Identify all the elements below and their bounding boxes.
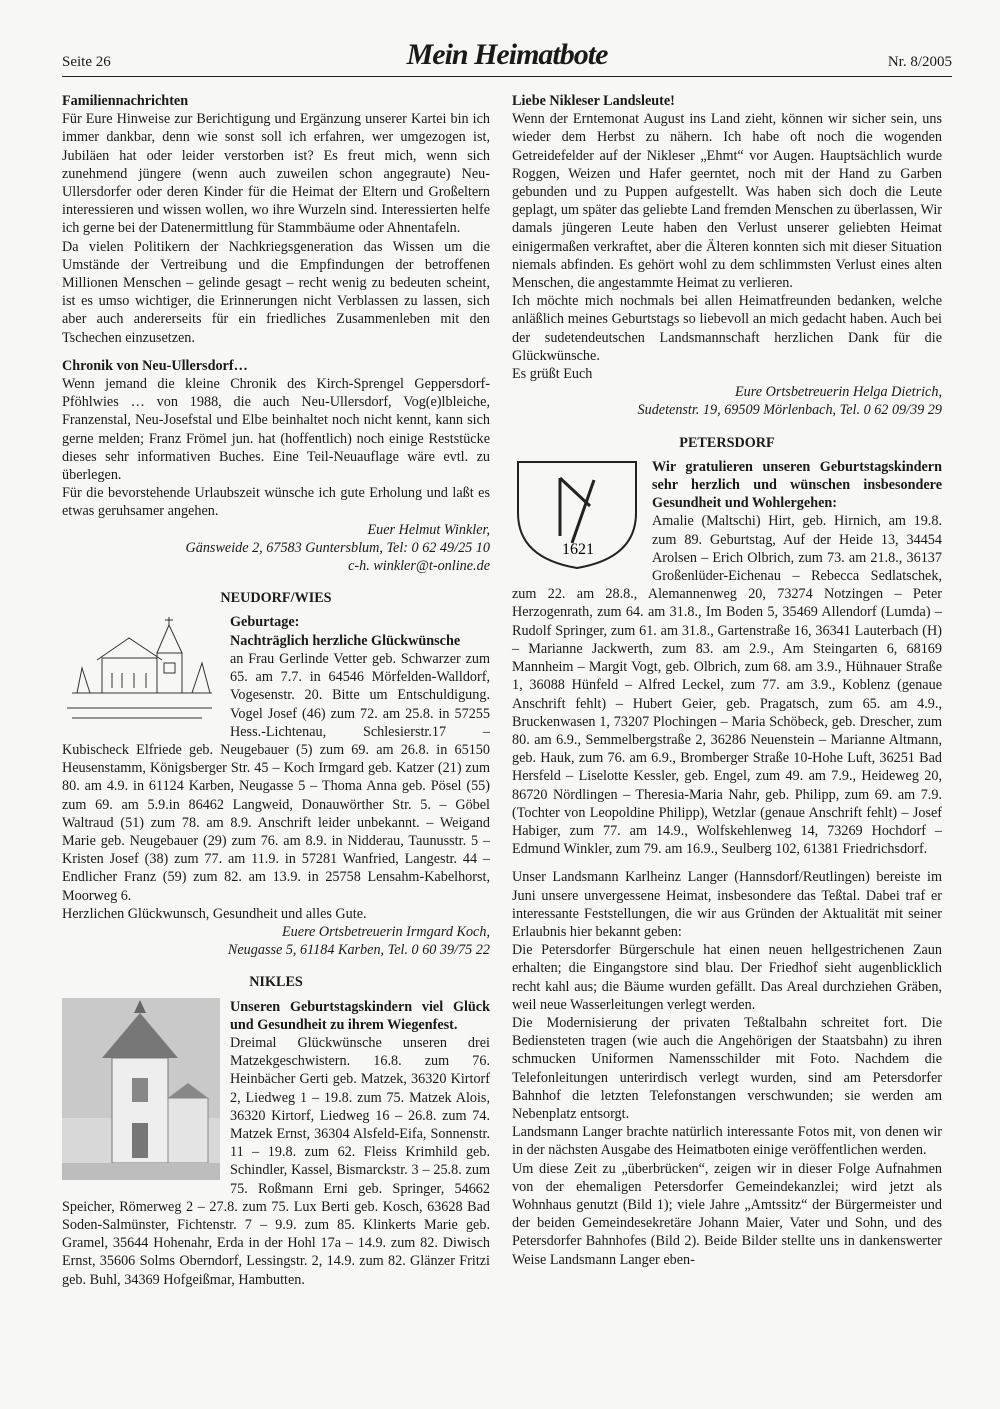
church-photo — [62, 998, 220, 1185]
subheading: Unseren Geburtstagskindern viel Glück und Gesundheit zu ihrem Wiegenfest. — [230, 998, 490, 1033]
signature-address: Neugasse 5, 61184 Karben, Tel. 0 60 39/75 22 — [227, 942, 490, 959]
subheading: Nachträglich herzliche Glückwünsche — [230, 632, 461, 649]
signature-address: Sudetenstr. 19, 69509 Mörlenbach, Tel. 0 62 09/39 29 — [637, 402, 942, 419]
section-title: Chronik von Neu-Ullersdorf… — [62, 357, 248, 374]
page-number: Seite 26 — [62, 54, 111, 70]
section-title: Liebe Nikleser Landsleute! — [512, 93, 675, 109]
birthday-list: Amalie (Maltschi) Hirt, geb. Hirnich, am 19.8. zum 89. Geburtstag, Auf der Heide 13, 34454 Arolsen – Erich Olbrich, zum 73. am 21.8., 36137 Großenlüder-Eichenau – Rebecca Sedlatschek, zum 22. am 28.8., Alemannenweg 20, 73274 Notzingen – Peter Herzogenrath, zum 64. am 31.8., Im Boden 5, 35469 Allendorf (Lumda) – Rudolf Springer, zum 61. am 31.8., Gartenstraße 16, 36341 Lauterbach (H) – Marianne Jackwerth, zum 83. am 2.9., Am Steingarten 6, 68169 Mannheim – Margit Vogt, geb. Olbrich, zum 68. am 3.9., Hühnauer Straße 1, 36088 Hünfeld – Alfred Leckel, zum 77. am 3.9., Koblenz (genaue Anschrift fehlt) – Hubert Geier, geb. Pragatsch, zum 65. am 4.9., Bruckenwasen 1, 73207 Plochingen – Maria Schöbeck, geb. Drescher, zum 80. am 6.9., Semmelbergstraße 2, 36286 Neuenstein – Marianne Altmann, geb. Hauk, zum 76. am 6.9., Bromberger Straße 10-Hohe Luft, 36251 Bad Hersfeld – Liselotte Kessler, geb. Engel, zum 49. am 7.9., Heideweg 20, 86720 Nördlingen – Theresia-Maria Nahr, geb. Philipp, zum 69. am 7.9. (Tochter von Leopoldine Philipp), Wetzlar (genaue Anschrift fehlt) – Josef Habiger, zum 77. am 14.9., Wolfskehlenweg 14, 73269 Hochdorf – Edmund Winkler, zum 79. am 16.9., Seulberg 102, 61381 Friedrichsdorf. — [512, 513, 942, 858]
paragraph: Die Modernisierung der privaten Teßtalbahn schreitet fort. Die Bediensteten tragen (wie auch die Angehörigen der Staatsbahn) zu ihren schmucken Uniformen Namensschilder mit Foto. Nachdem die Telefonleitungen unterirdisch verlegt wurden, sind am Petersdorfer Bahnhof die letzten Telefonstangen verschwunden; sie werden am Nebenplatz entsorgt. — [512, 1014, 942, 1122]
coat-of-arms — [512, 458, 642, 575]
paragraph: Unser Landsmann Karlheinz Langer (Hannsdorf/Reutlingen) bereiste im Juni unsere unvergessene Heimat, insbesondere das Teßtal. Dabei traf er interessante Feststellungen, die wir aus Gründen der Aktualität mit seiner Erlaubnis hier bekannt geben: — [512, 869, 942, 940]
paragraph: Für die bevorstehende Urlaubszeit wünsche ich gute Erholung und laßt es etwas geruhsamer angehen. — [62, 485, 490, 520]
church-sketch — [62, 613, 220, 736]
paragraph: Wenn der Erntemonat August ins Land zieht, können wir sicher sein, uns wieder dem Herbst zu nähern. Ich habe oft noch die wogenden Getreidefelder auf der Nikleser „Ehmt“ vor Augen. Hauptsächlich wurde Roggen, Weizen und Hafer geerntet, noch mit der Hand zu Garben gebunden und zu Puppen aufgestellt. Was haben sich doch die Leute geplagt, um später das geliebte Land fremden Menschen zu überlassen, Wir damals jüngeren Leute haben den Verlust unserer geliebten Heimat einigermaßen verkraftet, aber die Älteren konnten sich mit dieser Situation niemals abfinden. Es gehört wohl zu dem schlimmsten Verlust eines alten Menschen, die angestammte Heimat zu verlieren. — [512, 111, 942, 292]
paragraph: Landsmann Langer brachte natürlich interessante Fotos mit, von denen wir in der nächsten Ausgabe des Heimatboten einige veröffentlichen werden. — [512, 1124, 942, 1159]
masthead: Mein Heimatbote — [406, 38, 608, 71]
left-column — [62, 92, 490, 1289]
signature: Euer Helmut Winkler, — [367, 521, 490, 538]
birthday-list: an Frau Gerlinde Vetter geb. Schwarzer zum 65. am 7.7. in 64546 Mörfelden-Walldorf, Vogesenstr. 20. Bitte um Entschuldigung. Vogel Josef (46) zum 72. am 25.8. in 57255 Hess.-Lichtenau, Schlesierstr.17 – Kubischeck Elfriede geb. Neugebauer (5) zum 69. am 26.8. in 65150 Heusenstamm, Königsberger Str. 45 – Koch Irmgard geb. Katzer (21) zum 80. am 4.9. in 61124 Karben, Neugasse 5 – Thoma Anna geb. Pösel (55) zum 69. am 5.9.in 86462 Langweid, Donauwörther Str. 5. – Göbel Waltraud (51) zum 78. am 8.9. Anschrift leider unbekannt. – Weigand Marie geb. Neugebauer (29) zum 76. am 8.9. in Nidderau, Taunusstr. 5 – Kristen Josef (38) zum 77. am 11.9. in 57281 Wanfried, Langestr. 44 – Endlicher Franz (59) zum 82. am 13.9. in 25758 Lensahm-Kabelhorst, Moorweg 6. — [62, 650, 490, 904]
signature-email: c-h. winkler@t-online.de — [348, 558, 490, 575]
right-column — [512, 92, 942, 1269]
greeting: Es grüßt Euch — [512, 366, 593, 383]
paragraph: Ich möchte mich nochmals bei allen Heimatfreunden bedanken, welche anläßlich meines Geburtstags so liebevoll an mich gedacht haben. Auch bei der sudetendeutschen Landsmannschaft herzlichen Dank für die Glückwünsche. — [512, 293, 942, 364]
paragraph: Um diese Zeit zu „überbrücken“, zeigen wir in dieser Folge Aufnahmen von der ehemaligen Petersdorfer Gemeindekanzlei; wird jetzt als Wohnhaus genutzt (Bild 1); viele Jahre „Amtssitz“ der Bürgermeister und der beiden Gemeindesekretäre Johann Maier, Vater und Sohn, und des Petersdorfer Bahnhofes (Bild 2). Beide Bilder stellte uns in dankenswerter Weise Landsmann Langer eben- — [512, 1160, 942, 1268]
closing: Herzlichen Glückwunsch, Gesundheit und alles Gute. — [62, 905, 367, 922]
section-title: Familiennachrichten — [62, 93, 189, 109]
section-heading-nikles: NIKLES — [249, 974, 303, 991]
coat-of-arms-year: 1621 — [562, 540, 594, 558]
header-rule — [62, 76, 952, 77]
signature-address: Gänsweide 2, 67583 Guntersblum, Tel: 0 62 49/25 10 — [185, 539, 490, 556]
paragraph: Da vielen Politikern der Nachkriegsgeneration das Wissen um die Umstände der Vertreibung und die Empfindungen der betroffenen Millionen Menschen – gelinde gesagt – recht wenig zu bedeuten scheint, ist es umso wichtiger, die Erinnerungen nicht Verblassen zu lassen, sich aber auch andererseits für ein friedliches Zusammenleben mit den Tschechen einzusetzen. — [62, 238, 490, 346]
signature: Eure Ortsbetreuerin Helga Dietrich, — [735, 384, 942, 401]
signature: Euere Ortsbetreuerin Irmgard Koch, — [281, 923, 490, 940]
issue-number: Nr. 8/2005 — [887, 54, 952, 70]
paragraph: Wenn jemand die kleine Chronik des Kirch-Sprengel Geppersdorf-Pföhlwies … von 1988, die auch Neu-Ullersdorf, Vog(e)lbleiche, Franzenstal, Neu-Josefstal und Elbe beinhaltet noch nicht kennt, kann sich gerne melden; Franz Frömel jun. hat (hoffentlich) noch einige Reststücke dieses sehr informativen Buches. Eine Teil-Neuauflage wäre evtl. zu überlegen. — [62, 376, 490, 484]
section-heading-petersdorf: PETERSDORF — [679, 434, 775, 451]
paragraph: Für Eure Hinweise zur Berichtigung und Ergänzung unserer Kartei bin ich immer dankbar, denn wie sonst soll ich erfahren, wer umgezogen ist, Jubiläen hat oder leider verstorben ist? Es freut mich, wenn sich zunehmend jüngere (wenn auch zuweilen schon angegraute) Neu-Ullersdorfer oder deren Kinder für die Heimat der Eltern und Großeltern interessieren und wissen wollen, wo ihre Wurzeln sind. Interessierten helfe ich gerne bei der Datenermittlung für Stammbäume oder Ahnentafeln. — [62, 111, 490, 237]
section-heading-neudorf: NEUDORF/WIES — [220, 590, 332, 607]
subheading: Geburtage: — [230, 614, 300, 631]
subheading: Wir gratulieren unseren Geburtstagskindern sehr herzlich und wünschen insbesondere Gesundheit und Wohlergehen: — [652, 458, 942, 512]
birthday-list: Dreimal Glückwünsche unseren drei Matzekgeschwistern. 16.8. zum 76. Heinbächer Gerti geb. Matzek, 36320 Kirtorf 2, Liedweg 1 – 19.8. zum 75. Matzek Alois, 36320 Kirtorf, Liedweg 16 – 26.8. zum 74. Matzek Ernst, 36304 Alsfeld-Eifa, Sonnenstr. 11 – 19.8. zum 62. Fleiss Krimhild geb. Schindler, Kassel, Bismarckstr. 3 – 25.8. zum 75. Roßmann Erni geb. Springer, 54662 Speicher, Römerweg 2 – 27.8. zum 75. Lux Berti geb. Kosch, 63628 Bad Soden-Salmünster, Fichtenstr. 7 – 9.9. zum 85. Klinkerts Marie geb. Gramel, 35644 Hohenahr, Erda in der Hohl 17a – 14.9. zum 82. Diwisch Ernst, 35606 Solms Oberndorf, Lessingstr. 2, 14.9. zum 82. Glänzer Fritzi geb. Buhl, 34369 Hofgeißmar, Hambutten. — [62, 1034, 490, 1288]
page-header — [62, 38, 952, 78]
paragraph: Die Petersdorfer Bürgerschule hat einen neuen hellgestrichenen Zaun erhalten; die Eingangstore sind blau. Der Friedhof sieht augenblicklich recht kahl aus; die Bäume wurden gefällt. Das Areal durchziehen Gräben, weil neue Wasserleitungen verlegt werden. — [512, 942, 942, 1013]
